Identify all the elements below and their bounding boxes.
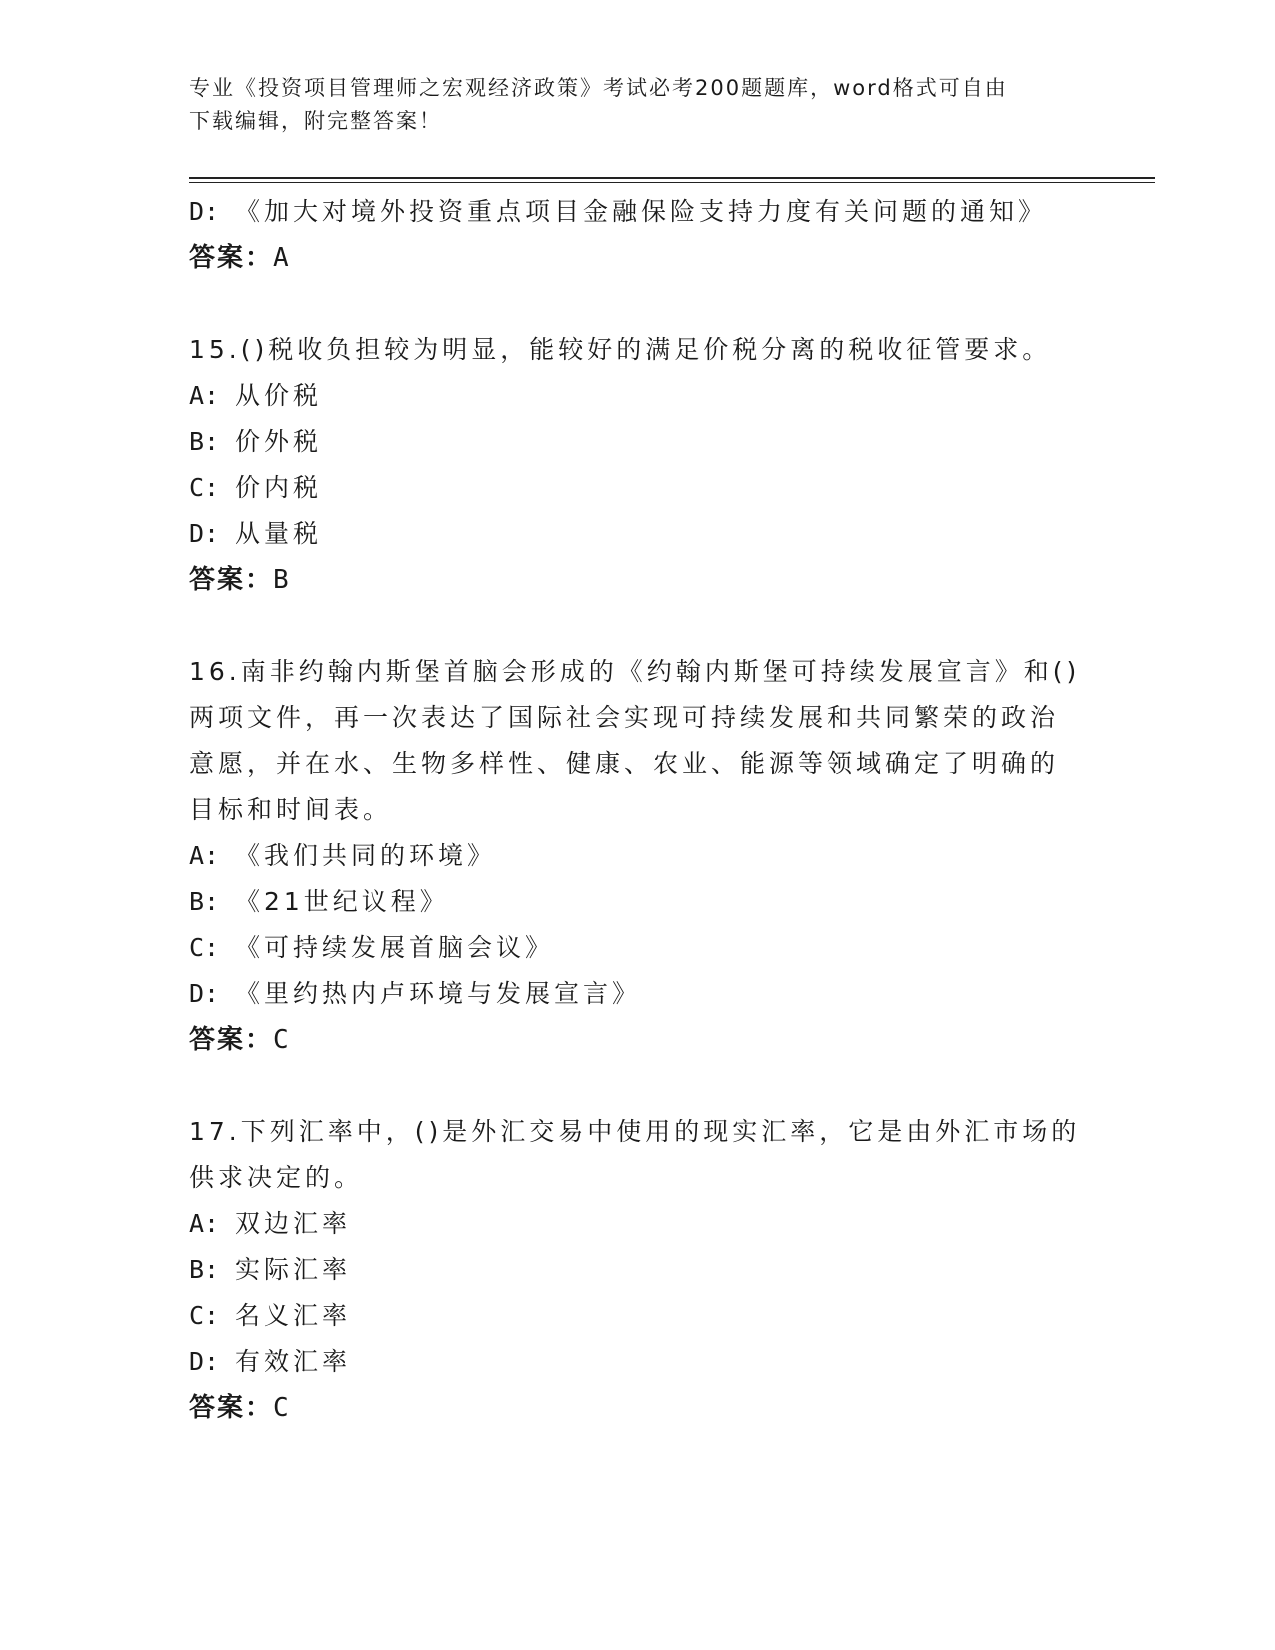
option-d (189, 189, 1089, 235)
header-divider-thin (189, 182, 1155, 183)
option-a (189, 373, 1089, 419)
option-prefix: D: (189, 519, 220, 548)
stem-line: 两项文件，再一次表达了国际社会实现可持续发展和共同繁荣的政治 (189, 703, 1060, 732)
option-text: 名义汇率 (235, 1301, 352, 1330)
option-d (189, 511, 1089, 557)
option-a (189, 833, 1089, 879)
option-text: 《里约热内卢环境与发展宣言》 (235, 979, 642, 1008)
answer-line (189, 1017, 1089, 1063)
question-15 (189, 327, 1089, 603)
option-prefix: D: (189, 197, 220, 226)
question-16 (189, 649, 1089, 1063)
answer-label: 答案： (189, 565, 274, 595)
answer-label: 答案： (189, 243, 274, 273)
option-text: 双边汇率 (235, 1209, 352, 1238)
option-prefix: B: (189, 427, 220, 456)
answer-line (189, 1385, 1089, 1431)
option-prefix: D: (189, 1347, 220, 1376)
option-prefix: C: (189, 933, 220, 962)
option-text: 从量税 (235, 519, 323, 548)
header-divider-thick (189, 177, 1155, 179)
document-header (189, 72, 1069, 138)
stem-line: 供求决定的。 (189, 1163, 364, 1192)
answer-line (189, 235, 1089, 281)
answer-value: C (273, 1025, 291, 1055)
answer-value: B (273, 565, 291, 595)
option-prefix: B: (189, 887, 220, 916)
option-b (189, 1247, 1089, 1293)
option-prefix: A: (189, 381, 220, 410)
option-text: 价外税 (235, 427, 323, 456)
stem-line: 16.南非约翰内斯堡首脑会形成的《约翰内斯堡可持续发展宣言》和() (189, 657, 1081, 686)
carryover-block (189, 189, 1089, 281)
header-line-1: 专业《投资项目管理师之宏观经济政策》考试必考200题题库，word格式可自由 (189, 76, 1008, 100)
stem-line: 意愿，并在水、生物多样性、健康、农业、能源等领域确定了明确的 (189, 749, 1060, 778)
option-text: 有效汇率 (235, 1347, 352, 1376)
option-c (189, 465, 1089, 511)
stem-line: 17.下列汇率中，()是外汇交易中使用的现实汇率，它是由外汇市场的 (189, 1117, 1081, 1146)
option-d (189, 971, 1089, 1017)
stem-line: 目标和时间表。 (189, 795, 393, 824)
question-stem (189, 1109, 1089, 1201)
option-text: 《我们共同的环境》 (235, 841, 497, 870)
option-prefix: D: (189, 979, 220, 1008)
option-a (189, 1201, 1089, 1247)
option-text: 实际汇率 (235, 1255, 352, 1284)
option-text: 《21世纪议程》 (235, 887, 449, 916)
option-c (189, 925, 1089, 971)
question-stem (189, 649, 1089, 833)
option-text: 价内税 (235, 473, 323, 502)
option-text: 《加大对境外投资重点项目金融保险支持力度有关问题的通知》 (235, 197, 1048, 226)
document-body (189, 189, 1089, 1431)
stem-line: 15.()税收负担较为明显，能较好的满足价税分离的税收征管要求。 (189, 335, 1052, 364)
option-d (189, 1339, 1089, 1385)
answer-label: 答案： (189, 1393, 274, 1423)
option-text: 从价税 (235, 381, 323, 410)
question-17 (189, 1109, 1089, 1431)
option-b (189, 879, 1089, 925)
option-b (189, 419, 1089, 465)
answer-value: A (273, 243, 291, 273)
option-prefix: A: (189, 1209, 220, 1238)
answer-value: C (273, 1393, 291, 1423)
option-prefix: C: (189, 1301, 220, 1330)
option-prefix: A: (189, 841, 220, 870)
option-c (189, 1293, 1089, 1339)
answer-label: 答案： (189, 1025, 274, 1055)
option-prefix: C: (189, 473, 220, 502)
answer-line (189, 557, 1089, 603)
question-stem (189, 327, 1089, 373)
option-prefix: B: (189, 1255, 220, 1284)
option-text: 《可持续发展首脑会议》 (235, 933, 555, 962)
header-line-2: 下载编辑，附完整答案！ (189, 109, 442, 133)
